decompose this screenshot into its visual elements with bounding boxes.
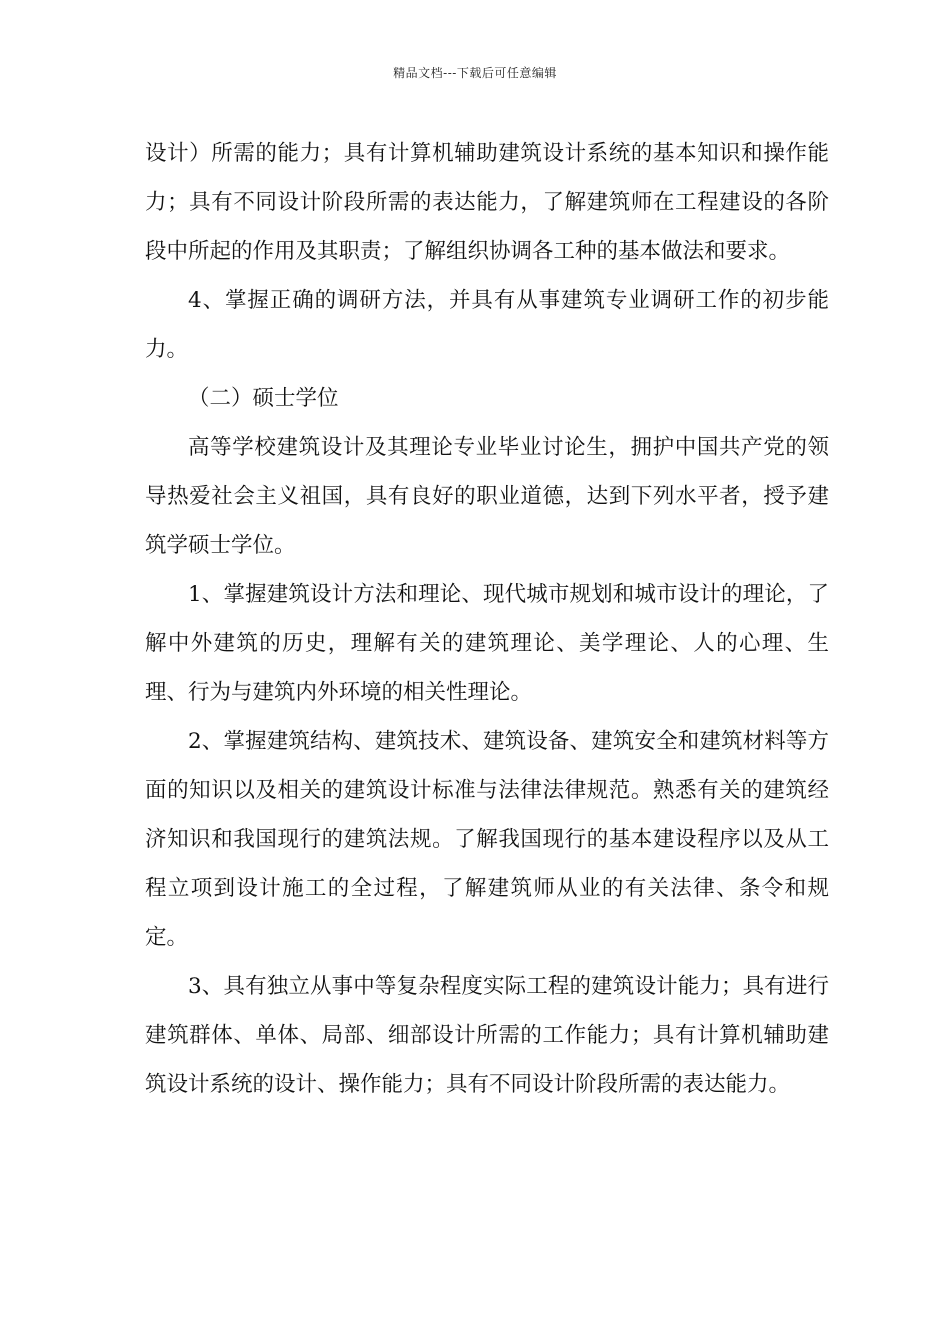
paragraph-master-intro: 高等学校建筑设计及其理论专业毕业讨论生，拥护中国共产党的领导热爱社会主义祖国，具有良好的职业道德，达到下列水平者，授予建筑学硕士学位。 <box>145 435 829 558</box>
section-heading-master-degree: （二）硕士学位 <box>188 386 339 411</box>
page-header: 精品文档---下载后可任意编辑 <box>393 66 557 80</box>
paragraph-master-item-1: 1、掌握建筑设计方法和理论、现代城市规划和城市设计的理论，了解中外建筑的历史，理解有关的建筑理论、美学理论、人的心理、生理、行为与建筑内外环境的相关性理论。 <box>145 582 829 705</box>
paragraph-master-item-3: 3、具有独立从事中等复杂程度实际工程的建筑设计能力；具有进行建筑群体、单体、局部、细部设计所需的工作能力；具有计算机辅助建筑设计系统的设计、操作能力；具有不同设计阶段所需的表达能力。 <box>145 974 829 1097</box>
paragraph-master-item-2: 2、掌握建筑结构、建筑技术、建筑设备、建筑安全和建筑材料等方面的知识以及相关的建筑设计标准与法律法律规范。熟悉有关的建筑经济知识和我国现行的建筑法规。了解我国现行的基本建设程序以及从工程立项到设计施工的全过程，了解建筑师从业的有关法律、条令和规定。 <box>145 729 829 950</box>
paragraph-bachelor-item-4: 4、掌握正确的调研方法，并具有从事建筑专业调研工作的初步能力。 <box>145 288 829 362</box>
paragraph-continuation: 设计）所需的能力；具有计算机辅助建筑设计系统的基本知识和操作能力；具有不同设计阶段所需的表达能力，了解建筑师在工程建设的各阶段中所起的作用及其职责；了解组织协调各工种的基本做法和要求。 <box>145 141 829 264</box>
document-body <box>145 129 829 1109</box>
